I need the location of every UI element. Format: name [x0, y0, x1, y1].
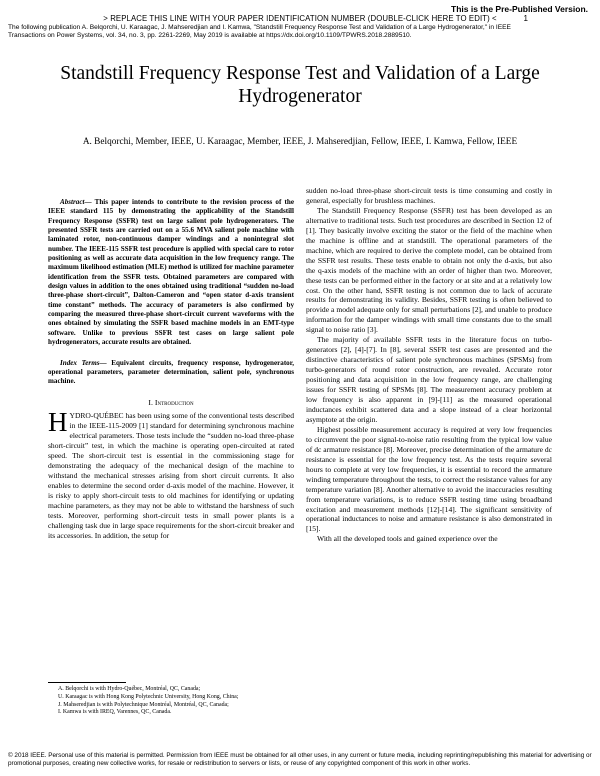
affiliation-note: U. Karaagac is with Hong Kong Polytechnic University, Hong Kong, China;: [58, 693, 239, 700]
page-number: 1: [523, 14, 528, 23]
preprint-notice: This is the Pre-Published Version.: [451, 4, 588, 14]
affiliation-footnotes: [48, 682, 294, 717]
index-terms-label: Index Terms: [60, 358, 100, 367]
left-column: [48, 198, 294, 541]
index-terms: [48, 359, 294, 387]
paper-title: Standstill Frequency Response Test and Validation of a Large Hydrogenerator: [60, 63, 540, 107]
drop-cap: H: [48, 407, 68, 438]
author-list: A. Belqorchi, Member, IEEE, U. Karaagac, Member, IEEE, J. Mahseredjian, Fellow, IEEE, I. Kamwa, Fellow, IEEE: [82, 137, 518, 147]
affiliation-note: J. Mahseredjian is with Polytechnique Montréal, Montréal, QC, Canada;: [58, 701, 229, 708]
affiliation-note: I. Kamwa is with IREQ, Varennes, QC, Canada.: [58, 709, 172, 716]
copyright-notice: © 2018 IEEE. Personal use of this material is permitted. Permission from IEEE must be obtained for all other uses, in any current or future media, including reprinting/republishing this material for advertising or promotional purposes, creating new collective works, for resale or redistribution to servers or lists, or reuse of any copyrighted component of this work in other works.: [8, 752, 592, 768]
intro-text: YDRO-QUÉBEC has been using some of the conventional tests described in the IEEE-115-2009 [1] standard for determining synchronous machine electrical parameters. Those tests include the “sudden no-load three-phase short-circuit” test, in which the machine is operating open-circuited at rated speed. The short-circuit test is essential in the commissioning stage for demonstrating the adequacy of the mechanical design of the machine to withstand the mechanical stresses arising from short circuit currents. It also enables to determine the second order d-axis model of the machine. However, it is risky to apply short-circuit tests to old machines for identifying or updating machine parameters, as they may not be able to withstand the harshness of such tests. Moreover, performing short-circuit tests in small power plants is a challenging task due in large space requirements for the short-circuit breaker and its accessories. In addition, the setup for: [48, 411, 294, 540]
index-terms-text: — Equivalent circuits, frequency response, hydrogenerator, operational parameters, parameter determination, salient pole, synchronous machine.: [48, 358, 295, 386]
body-paragraph: Highest possible measurement accuracy is required at very low frequencies to circumvent the poor signal-to-noise ratio resulting from the typical low value of dc armature resistance [8]. Moreover, precise determination of the armature dc resistance is essential for the low frequency test. As the tests require several hours to complete at very low frequencies, it is essential to record the armature winding temperature throughout the tests, to correct the resistance values for any temperature variation [8]. Another alternative to avoid the inaccuracies resulting from temperature variations, is to reduce SSFR testing time using broadband excitation and measurement methods [12]-[14]. The significant sensitivity of operational inductances to noise and armature resistance is also demonstrated in [15].: [306, 424, 552, 534]
intro-paragraph: [48, 407, 294, 540]
section-heading-introduction: I. Introduction: [148, 397, 194, 407]
paper-id-placeholder: > REPLACE THIS LINE WITH YOUR PAPER IDENTIFICATION NUMBER (DOUBLE-CLICK HERE TO EDIT) <: [103, 14, 497, 23]
body-paragraph: sudden no-load three-phase short-circuit tests is time consuming and costly in general, especially for brushless machines.: [306, 186, 552, 205]
abstract-text: — This paper intends to contribute to the revision process of the IEEE standard 115 by demonstrating the applicability of the Standstill Frequency Response (SSFR) test on large salient pole hydrogenerators. The presented SSFR tests are carried out on a 55.6 MVA salient pole machine with laminated rotor, non-continuous damper windings and a nonintegral slot number. The IEEE-115 SSFR test procedure is applied with special care to rotor positioning as well as accurate data acquisition in the low frequency range. The maximum likelihood estimation (MLE) method is utilized for machine parameter identification from the SSFR tests. Obtained parameters are compared with design values in addition to the ones obtained using traditional “sudden no-load three-phase short-circuit”, Dalton-Cameron and “open stator d-axis transient time constant” methods. The accuracy of parameters is also confirmed by comparing the measured three-phase short-circuit current waveforms with the ones obtained by simulating the SSFR based machine models in an EMT-type software. Unlike to previous SSFR test cases on large salient pole hydrogenerators, accurate results are obtained.: [48, 198, 294, 347]
abstract-label: Abstract: [60, 198, 85, 206]
body-paragraph: The majority of available SSFR tests in the literature focus on turbo-generators [2], [4]-[7]. In [8], several SSFR test cases are presented and the distinctive characteristics of salient pole synchronous machines (SPSMs) from turbo-generators of round rotor construction, are revealed. Accurate rotor positioning and data acquisition in the low frequency range, are challenging issues for SSFR testing of SPSMs [8]. The measurement accuracy problem at low frequency is also apparent in [9]-[11] as the measured operational inductances exhibit scattered data and a slope instead of a clear horizontal asymptote at the origin.: [306, 335, 552, 424]
publication-citation: The following publication A. Belqorchi, U. Karaagac, J. Mahseredjian and I. Kamwa, "Standstill Frequency Response Test and Validation of a Large Hydrogenerator," in IEEE Transactions on Power Systems, vol. 34, no. 3, pp. 2261-2269, May 2019 is available at https://dx.doi.org/10.1109/TPWRS.2018.2889510.: [8, 24, 511, 40]
affiliation-note: A. Belqorchi is with Hydro-Québec, Montréal, QC, Canada;: [58, 686, 201, 692]
footnote-divider: [48, 682, 126, 683]
body-paragraph: The Standstill Frequency Response (SSFR) test has been developed as an alternative to traditional tests. Such test procedures are described in Section 12 of [1]. They basically involve exciting the stator or the field of the machine when the machine is offline and at standstill. The operational parameters of the machine, which are required to derive the complete model, can be obtained from the SSFR test results. These tests enable to obtain not only the d-axis, but also the q-axis models of the machine with an order of higher than two. Moreover, these tests can be performed either in the factory or at site and at a relatively low cost. On the other hand, SSFR testing is not common due to lack of accurate results for demonstrating its validity. Besides, SSFR testing is often believed to provide a model adequate only for small perturbations [2], and unable to produce information for the damper windings with small time constants due to the small signal to noise ratio [3].: [306, 205, 552, 335]
abstract: [48, 198, 294, 348]
body-paragraph: With all the developed tools and gained experience over the: [317, 534, 498, 544]
right-column: [306, 186, 552, 544]
